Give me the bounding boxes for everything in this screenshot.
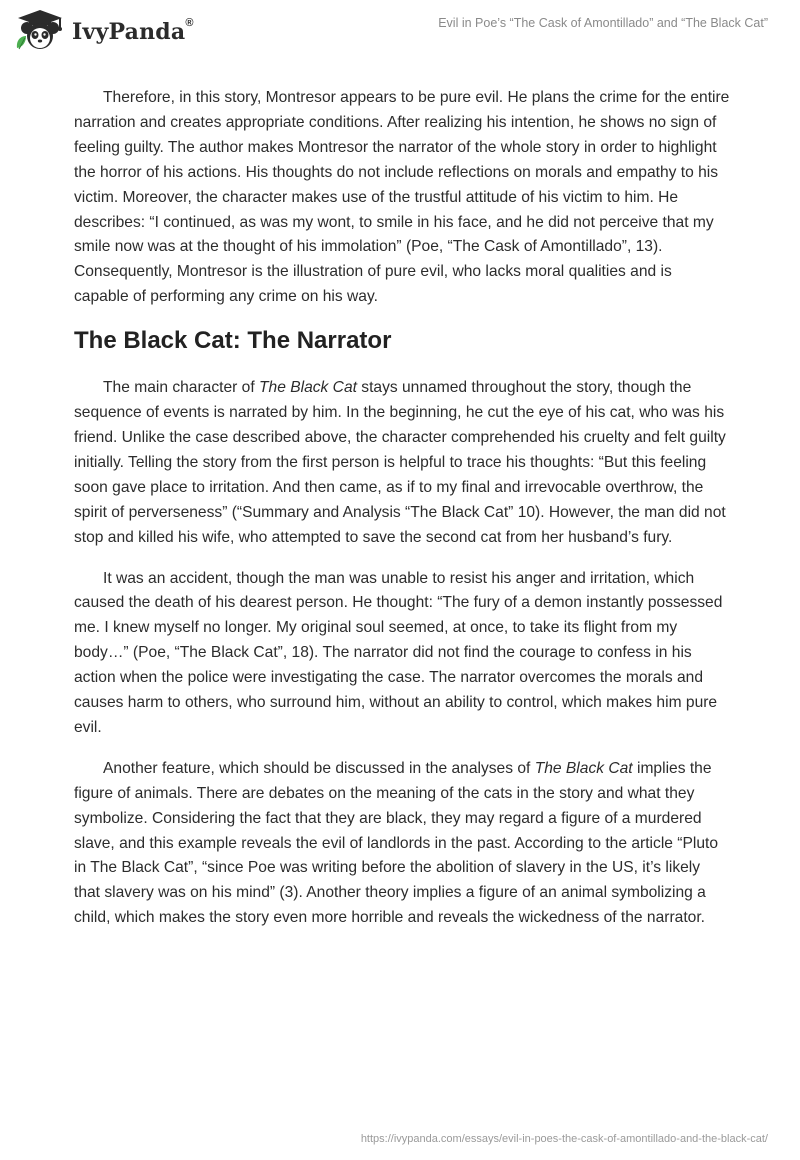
document-title: Evil in Poe’s “The Cask of Amontillado” and “The Black Cat”: [438, 16, 768, 30]
paragraph-4: Another feature, which should be discussed in the analyses of The Black Cat implies the figure of animals. There are debates on the meaning of the cats in the story and what they symbolize. Considering the fact that they are black, they may regard a figure of a murdered slave, and this example reveals the evil of landlords in the past. According to the article “Pluto in The Black Cat”, “since Poe was writing before the abolition of slavery in the US, it’s likely that slavery was on his mind” (3). Another theory implies a figure of an animal symbolizing a child, which makes the story even more horrible and reveals the wickedness of the narrator.: [74, 759, 719, 927]
book-title: The Black Cat: [534, 759, 633, 777]
paragraph-3: It was an accident, though the man was unable to resist his anger and irritation, which caused the death of his dearest person. He thought: “The fury of a demon instantly possessed me. I knew myself no longer. My original soul seemed, at once, to take its flight from my body…” (Poe, “The Black Cat”, 18). The narrator did not find the courage to confess in his action when the police were investigating the case. The narrator overcomes the morals and causes harm to others, who surround him, without an ability to control, which makes him pure evil.: [74, 569, 723, 736]
ivypanda-logo[interactable]: [14, 8, 194, 52]
paragraph-1: Therefore, in this story, Montresor appears to be pure evil. He plans the crime for the entire narration and creates appropriate conditions. After realizing his intention, he shows no sign of feeling guilty. The author makes Montresor the narrator of the whole story in order to highlight the horror of his actions. His thoughts do not include reflections on morals and empathy to his victim. Moreover, the character makes use of the trustful attitude of his victim to him. He describes: “I continued, as was my wont, to smile in his face, and he did not perceive that my smile now was at the thought of his immolation” (Poe, “The Cask of Amontillado”, 13). Consequently, Montresor is the illustration of pure evil, who lacks moral qualities and is capable of performing any crime on his way.: [74, 89, 730, 306]
section-heading: The Black Cat: The Narrator: [74, 327, 392, 355]
logo-wordmark: IvyPanda®: [72, 17, 194, 45]
panda-graduate-icon: [14, 8, 66, 52]
source-url[interactable]: https://ivypanda.com/essays/evil-in-poes-the-cask-of-amontillado-and-the-black-cat/: [360, 1133, 768, 1145]
page-header: [0, 0, 800, 70]
book-title: The Black Cat: [259, 379, 357, 397]
essay-body: [74, 86, 730, 947]
paragraph-2: The main character of The Black Cat stays unnamed throughout the story, though the sequence of events is narrated by him. In the beginning, he cut the eye of his cat, who was his friend. Unlike the case described above, the character comprehended his cruelty and felt guilty initially. Telling the story from the first person is helpful to trace his thoughts: “But this feeling soon gave place to irritation. And then came, as if to my final and irrevocable overthrow, the spirit of perverseness” (“Summary and Analysis “The Black Cat” 10). However, the man did not stop and killed his wife, who attempted to save the second cat from her husband’s fury.: [74, 379, 726, 546]
